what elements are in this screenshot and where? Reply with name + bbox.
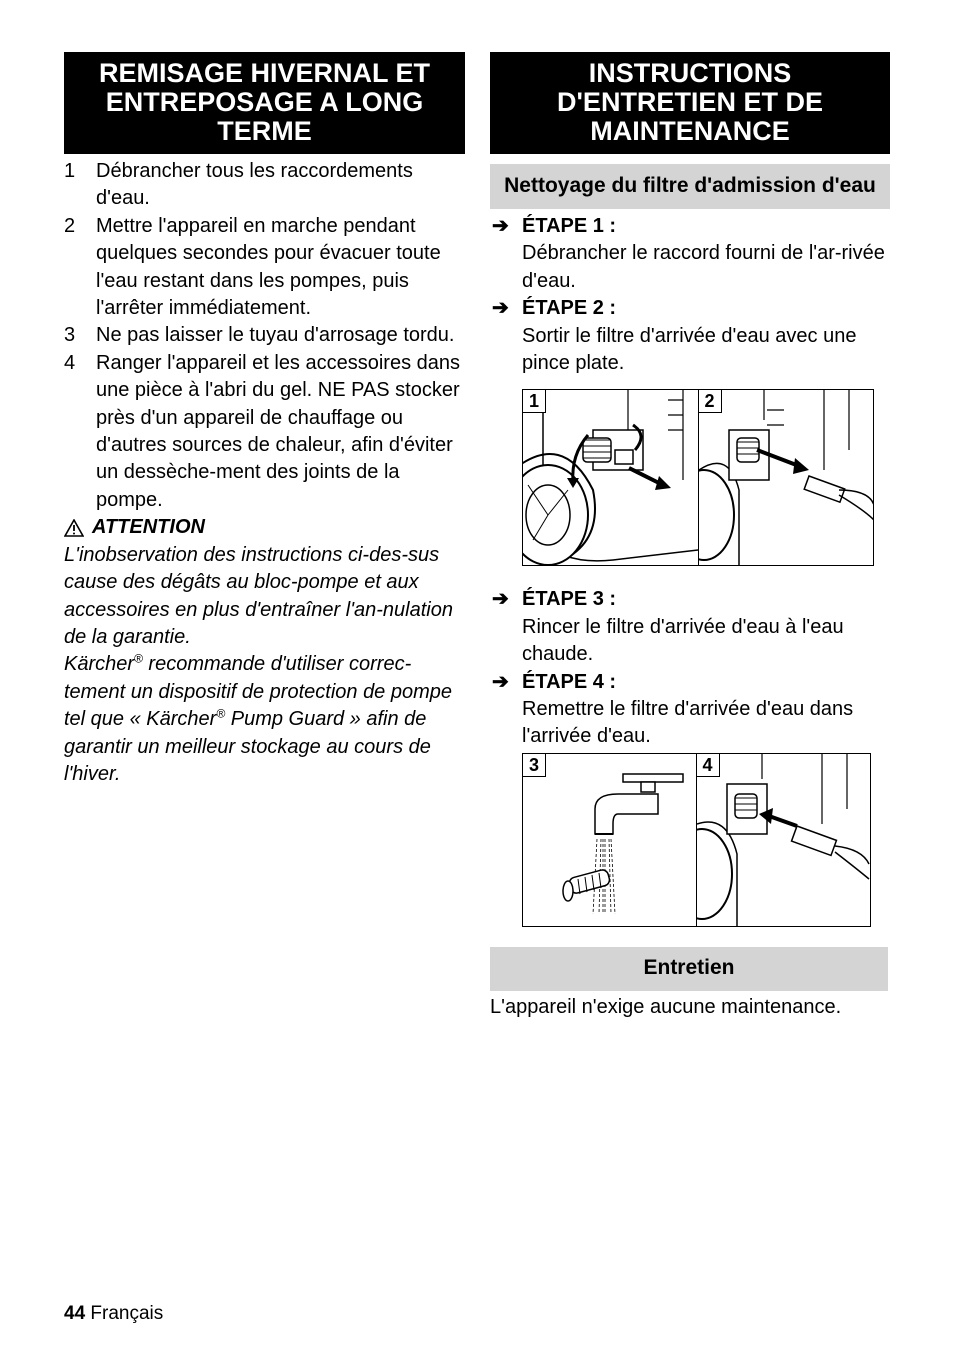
list-item: 2 Mettre l'appareil en marche pendant quelques secondes pour évacuer toute l'eau restant dans les pompes, puis l'arrêter immédiatement. [64, 214, 441, 320]
arrow-right-icon: ➔ [492, 670, 509, 693]
footer-language: Français [90, 1303, 164, 1324]
rinse-filter-tap-illustration [523, 754, 696, 926]
step-3: ➔ ÉTAPE 3 : Rincer le filtre d'arrivée d'eau à l'eau chaude. [492, 588, 844, 666]
arrow-right-icon: ➔ [492, 588, 509, 611]
arrow-right-icon: ➔ [492, 297, 509, 320]
figure-rinse-reinsert-filter [522, 753, 871, 927]
page-number: 44 [64, 1303, 86, 1324]
filter-steps-3-4 [490, 586, 890, 750]
section-title-winter-storage: REMISAGE HIVERNAL ET ENTREPOSAGE A LONG TERME [64, 52, 465, 154]
subsection-title-maintenance: Entretien [490, 947, 888, 991]
list-item: 1 Débrancher tous les raccordements d'eau. [64, 160, 413, 210]
list-item: 3 Ne pas laisser le tuyau d'arrosage tordu. [64, 324, 455, 347]
winter-storage-steps [64, 158, 465, 514]
attention-heading: ATTENTION [64, 514, 465, 541]
right-column [490, 52, 890, 1021]
figure-panel-2: 2 [699, 390, 874, 565]
step-2: ➔ ÉTAPE 2 : Sortir le filtre d'arrivée d'eau avec une pince plate. [492, 297, 857, 375]
arrow-right-icon: ➔ [492, 215, 509, 237]
pull-filter-pliers-illustration [699, 390, 874, 565]
page-footer [64, 1303, 163, 1325]
step-4: ➔ ÉTAPE 4 : Remettre le filtre d'arrivée d'eau dans l'arrivée d'eau. [492, 670, 854, 748]
step-1: ➔ ÉTAPE 1 : Débrancher le raccord fourni de l'ar-rivée d'eau. [492, 215, 885, 292]
reinsert-filter-pliers-illustration [697, 754, 871, 926]
attention-recommendation: Kärcher® recommande d'utiliser correc-tement un dispositif de protection de pompe tel que « Kärcher® Pump Guard » afin de garantir un meilleur stockage au cours de l'hiver. [64, 651, 453, 785]
warning-triangle-icon [64, 519, 84, 537]
left-column [64, 52, 465, 788]
unscrew-connector-illustration [523, 390, 698, 565]
section-title-maintenance: INSTRUCTIONS D'ENTRETIEN ET DE MAINTENANCE [490, 52, 890, 154]
figure-panel-3: 3 [523, 754, 697, 926]
figure-panel-1: 1 [523, 390, 699, 565]
subsection-title-filter-cleaning: Nettoyage du filtre d'admission d'eau [490, 164, 890, 209]
figure-panel-4: 4 [697, 754, 871, 926]
attention-block [64, 514, 465, 788]
figure-remove-filter [522, 389, 874, 566]
attention-text: L'inobservation des instructions ci-des-sus cause des dégâts au bloc-pompe et aux accessoires en plus d'entraîner l'an-nulation de la garantie. [64, 543, 453, 648]
maintenance-text: L'appareil n'exige aucune maintenance. [490, 995, 842, 1018]
list-item: 4 Ranger l'appareil et les accessoires dans une pièce à l'abri du gel. NE PAS stocker près d'un appareil de chauffage ou d'autres sources de chaleur, afin d'éviter un dessèche-ment des joints de la pompe. [64, 351, 461, 511]
filter-steps-1-2 [490, 213, 890, 377]
